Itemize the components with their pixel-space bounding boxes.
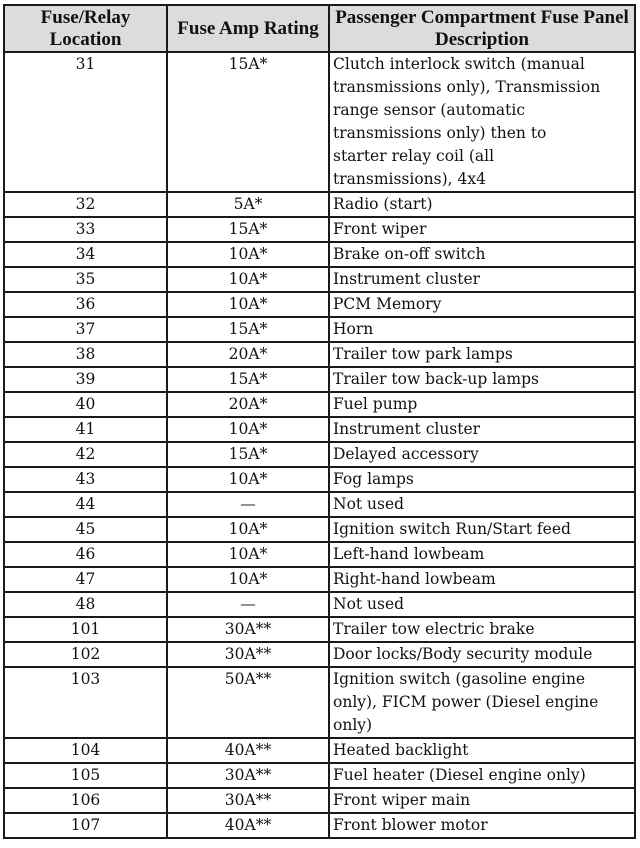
table-row (4, 267, 635, 292)
fuse-location: 47 (4, 567, 167, 592)
fuse-description (329, 567, 635, 592)
fuse-description (329, 813, 635, 838)
fuse-amp-rating: 10A* (167, 542, 329, 567)
description-line: Brake on-off switch (333, 245, 486, 263)
fuse-description (329, 442, 635, 467)
fuse-location: 103 (4, 667, 167, 738)
fuse-location: 40 (4, 392, 167, 417)
fuse-amp-rating: 30A** (167, 642, 329, 667)
description-line: Trailer tow electric brake (333, 620, 535, 638)
fuse-description (329, 267, 635, 292)
fuse-location: 46 (4, 542, 167, 567)
fuse-amp-rating: 15A* (167, 217, 329, 242)
description-line: PCM Memory (333, 295, 442, 313)
fuse-description (329, 788, 635, 813)
fuse-location: 36 (4, 292, 167, 317)
table-row (4, 192, 635, 217)
description-line: transmissions only), Transmission (333, 78, 601, 96)
description-line: Right-hand lowbeam (333, 570, 496, 588)
table-row (4, 392, 635, 417)
table-row (4, 52, 635, 192)
description-line: Not used (333, 495, 405, 513)
fuse-amp-rating: 10A* (167, 242, 329, 267)
table-row (4, 813, 635, 838)
description-line: range sensor (automatic (333, 101, 526, 119)
fuse-amp-rating: 30A** (167, 763, 329, 788)
fuse-panel-table (3, 4, 636, 839)
description-line: Fuel pump (333, 395, 418, 413)
table-row (4, 242, 635, 267)
fuse-amp-rating: 30A** (167, 617, 329, 642)
fuse-amp-rating: 30A** (167, 788, 329, 813)
fuse-amp-rating: 15A* (167, 52, 329, 192)
table-row (4, 442, 635, 467)
fuse-description (329, 467, 635, 492)
table-row (4, 738, 635, 763)
description-line: Horn (333, 320, 374, 338)
table-row (4, 788, 635, 813)
description-line: transmissions), 4x4 (333, 170, 486, 188)
fuse-amp-rating: 15A* (167, 442, 329, 467)
fuse-location: 33 (4, 217, 167, 242)
description-line: only) (333, 716, 373, 734)
table-row (4, 517, 635, 542)
fuse-amp-rating: 10A* (167, 567, 329, 592)
fuse-description (329, 317, 635, 342)
fuse-location: 48 (4, 592, 167, 617)
table-row (4, 567, 635, 592)
fuse-amp-rating: 15A* (167, 317, 329, 342)
description-line: Instrument cluster (333, 270, 481, 288)
table-row (4, 342, 635, 367)
fuse-description (329, 292, 635, 317)
fuse-description (329, 592, 635, 617)
fuse-description (329, 763, 635, 788)
description-line: Left-hand lowbeam (333, 545, 485, 563)
fuse-amp-rating: 10A* (167, 517, 329, 542)
description-line: Fuel heater (Diesel engine only) (333, 766, 586, 784)
description-line: Front wiper main (333, 791, 471, 809)
fuse-description (329, 342, 635, 367)
fuse-location: 101 (4, 617, 167, 642)
fuse-amp-rating: 10A* (167, 267, 329, 292)
fuse-location: 44 (4, 492, 167, 517)
fuse-description (329, 667, 635, 738)
fuse-amp-rating: — (167, 492, 329, 517)
table-row (4, 642, 635, 667)
description-line: transmissions only) then to (333, 124, 547, 142)
fuse-description (329, 392, 635, 417)
fuse-location: 102 (4, 642, 167, 667)
table-body (4, 52, 635, 838)
fuse-amp-rating: 10A* (167, 292, 329, 317)
fuse-location: 35 (4, 267, 167, 292)
table-row (4, 617, 635, 642)
table-row (4, 292, 635, 317)
fuse-location: 45 (4, 517, 167, 542)
fuse-amp-rating: 10A* (167, 417, 329, 442)
fuse-location: 41 (4, 417, 167, 442)
fuse-description (329, 417, 635, 442)
fuse-description (329, 217, 635, 242)
description-line: Ignition switch (gasoline engine (333, 670, 586, 688)
header-location: Fuse/Relay Location (4, 5, 167, 52)
fuse-amp-rating: 15A* (167, 367, 329, 392)
fuse-location: 38 (4, 342, 167, 367)
fuse-location: 107 (4, 813, 167, 838)
fuse-location: 37 (4, 317, 167, 342)
table-row (4, 667, 635, 738)
table-row (4, 367, 635, 392)
description-line: Not used (333, 595, 405, 613)
fuse-location: 42 (4, 442, 167, 467)
document-page (3, 4, 634, 839)
description-line: Front wiper (333, 220, 427, 238)
description-line: Clutch interlock switch (manual (333, 55, 585, 73)
table-row (4, 467, 635, 492)
fuse-description (329, 738, 635, 763)
fuse-description (329, 542, 635, 567)
fuse-amp-rating: — (167, 592, 329, 617)
fuse-amp-rating: 50A** (167, 667, 329, 738)
fuse-amp-rating: 40A** (167, 813, 329, 838)
fuse-description (329, 367, 635, 392)
table-row (4, 417, 635, 442)
fuse-description (329, 617, 635, 642)
description-line: Radio (start) (333, 195, 433, 213)
header-amp-rating: Fuse Amp Rating (167, 5, 329, 52)
fuse-location: 39 (4, 367, 167, 392)
fuse-location: 32 (4, 192, 167, 217)
table-row (4, 763, 635, 788)
header-description: Passenger Compartment Fuse Panel Description (329, 5, 635, 52)
table-row (4, 542, 635, 567)
fuse-amp-rating: 20A* (167, 392, 329, 417)
fuse-location: 43 (4, 467, 167, 492)
description-line: Door locks/Body security module (333, 645, 593, 663)
fuse-description (329, 492, 635, 517)
description-line: Trailer tow park lamps (333, 345, 513, 363)
description-line: Heated backlight (333, 741, 469, 759)
fuse-location: 31 (4, 52, 167, 192)
table-row (4, 592, 635, 617)
table-row (4, 492, 635, 517)
fuse-description (329, 52, 635, 192)
fuse-location: 106 (4, 788, 167, 813)
description-line: Ignition switch Run/Start feed (333, 520, 571, 538)
fuse-description (329, 642, 635, 667)
description-line: starter relay coil (all (333, 147, 495, 165)
fuse-location: 104 (4, 738, 167, 763)
description-line: Instrument cluster (333, 420, 481, 438)
description-line: Delayed accessory (333, 445, 479, 463)
description-line: Trailer tow back-up lamps (333, 370, 539, 388)
fuse-amp-rating: 40A** (167, 738, 329, 763)
fuse-amp-rating: 10A* (167, 467, 329, 492)
fuse-description (329, 192, 635, 217)
fuse-amp-rating: 20A* (167, 342, 329, 367)
description-line: Fog lamps (333, 470, 414, 488)
fuse-description (329, 242, 635, 267)
fuse-location: 105 (4, 763, 167, 788)
header-row (4, 5, 635, 52)
fuse-description (329, 517, 635, 542)
fuse-location: 34 (4, 242, 167, 267)
table-row (4, 217, 635, 242)
description-line: Front blower motor (333, 816, 488, 834)
table-row (4, 317, 635, 342)
table-header (4, 5, 635, 52)
description-line: only), FICM power (Diesel engine (333, 693, 599, 711)
fuse-amp-rating: 5A* (167, 192, 329, 217)
